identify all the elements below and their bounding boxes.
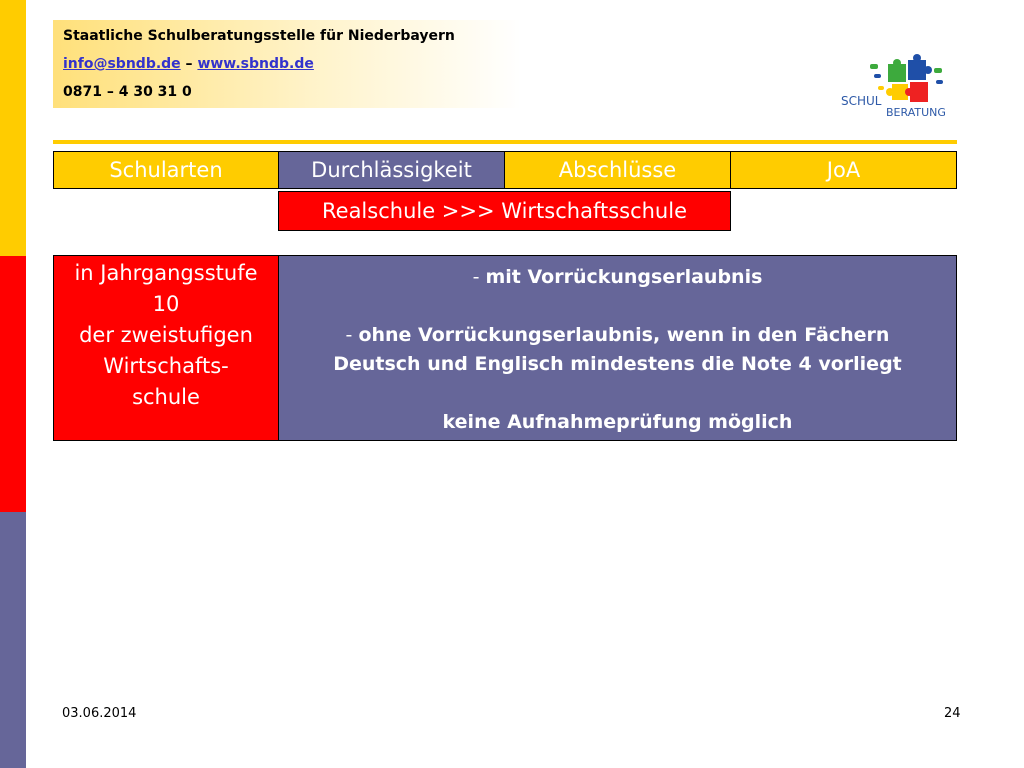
subtab-realschule-wirtschaftsschule[interactable]: Realschule >>> Wirtschaftsschule	[278, 191, 731, 231]
requirement-text-cont: Deutsch und Englisch mindestens die Note 4 vorliegt	[333, 353, 902, 375]
footer-date: 03.06.2014	[62, 706, 137, 721]
left-color-bar	[0, 0, 26, 768]
left-bar-purple	[0, 512, 26, 768]
schulberatung-logo	[838, 50, 960, 122]
requirement-text: ohne Vorrückungserlaubnis, wenn in den Fächern	[358, 324, 890, 346]
requirement-item-2	[279, 321, 956, 350]
header-box	[53, 20, 521, 108]
requirement-item-1	[279, 263, 956, 292]
org-name: Staatliche Schulberatungsstelle für Niederbayern	[63, 28, 455, 44]
contact-separator: –	[180, 56, 198, 72]
condition-line: in Jahrgangsstufe	[74, 261, 258, 285]
condition-line: schule	[132, 385, 200, 409]
left-bar-yellow	[0, 0, 26, 256]
exam-note: keine Aufnahmeprüfung möglich	[442, 411, 793, 433]
tab-durchlaessigkeit[interactable]: Durchlässigkeit	[278, 151, 505, 189]
left-bar-red	[0, 256, 26, 512]
phone-number: 0871 – 4 30 31 0	[63, 84, 192, 100]
bullet-dash: -	[472, 266, 486, 288]
requirement-text: mit Vorrückungserlaubnis	[485, 266, 763, 288]
logo-word-schul: SCHUL	[841, 94, 882, 108]
bullet-dash: -	[345, 324, 359, 346]
condition-line: Wirtschafts-	[103, 354, 229, 378]
requirements-cell	[278, 255, 957, 441]
email-link[interactable]: info@sbndb.de	[63, 56, 181, 72]
header-divider	[53, 140, 957, 144]
condition-line: der zweistufigen	[79, 323, 253, 347]
condition-cell	[53, 255, 279, 441]
tab-abschluesse[interactable]: Abschlüsse	[504, 151, 731, 189]
tab-joa[interactable]: JoA	[730, 151, 957, 189]
contact-line	[63, 56, 314, 72]
website-link[interactable]: www.sbndb.de	[197, 56, 314, 72]
tab-schularten[interactable]: Schularten	[53, 151, 279, 189]
condition-line: 10	[152, 292, 180, 316]
logo-word-beratung: BERATUNG	[886, 106, 946, 119]
page-number: 24	[944, 706, 961, 721]
